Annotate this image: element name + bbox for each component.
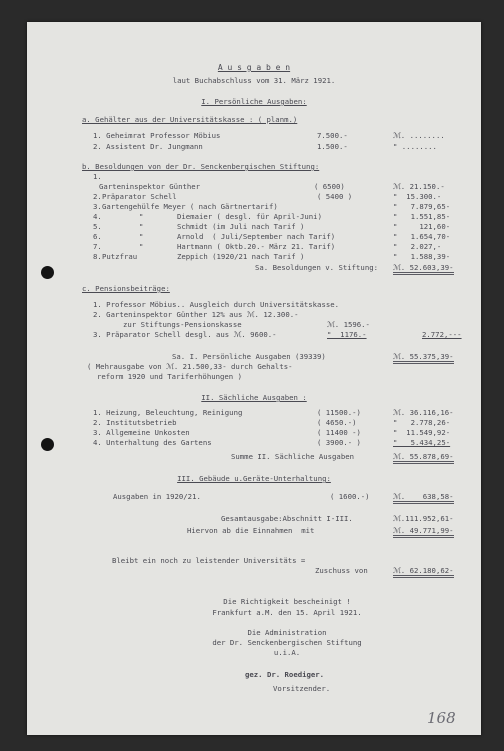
c-row-1: 1. Professor Möbius.. Ausgleich durch Universitätskasse.: [93, 300, 340, 309]
section1-heading: I. Persönliche Ausgaben:: [201, 97, 307, 106]
a-row-1-label: 1. Geheimrat Professor Möbius: [93, 131, 221, 140]
s2-row-2-label: 2. Institutsbetrieb: [93, 418, 177, 427]
b-row-8-num: 7.: [93, 242, 102, 251]
section1-c-heading: c. Pensionsbeiträge:: [82, 284, 170, 293]
zuschuss-line-2: Zuschuss von: [315, 566, 368, 575]
section2-sum-value: ℳ. 55.878,69-: [393, 452, 454, 464]
b-row-3-name: Präparator Schell: [102, 192, 177, 201]
zuschuss-line-1: Bleibt ein noch zu leistender Universitäts =: [112, 556, 306, 565]
b-row-6-total: " 121,60-: [393, 222, 451, 231]
c-amount-2: " 1176.-: [327, 330, 367, 339]
page-number: 168: [427, 709, 456, 727]
s2-row-3-label: 3. Allgemeine Unkosten: [93, 428, 190, 437]
b-row-9-num: 8.: [93, 252, 102, 261]
b-row-7-note: Arnold ( Juli/September nach Tarif): [177, 232, 336, 241]
s2-row-1-plan: ( 11500.-): [317, 408, 361, 417]
b-row-6-note: Schmidt (im Juli nach Tarif ): [177, 222, 305, 231]
b-row-2-name: Garteninspektor Günther: [99, 182, 201, 191]
b-row-8-note: Hartmann ( Oktb.20.- März 21. Tarif): [177, 242, 336, 251]
footer-signature: gez. Dr. Roediger.: [245, 670, 325, 679]
b-sum-value: ℳ. 52.603,39-: [393, 263, 454, 275]
b-row-9-name: Putzfrau: [102, 252, 138, 261]
c-total: 2.772,---: [422, 330, 462, 339]
b-row-7-name: ": [139, 232, 144, 241]
s2-row-4-total: " 5.434,25-: [393, 438, 451, 447]
section3-plan: ( 1600.-): [330, 492, 370, 501]
b-row-6-name: ": [139, 222, 144, 231]
b-row-5-num: 4.: [93, 212, 102, 221]
b-row-2-plan: ( 6500): [314, 182, 345, 191]
a-row-2-amount: 1.500.-: [317, 142, 348, 151]
footer-administration: Die Administration: [247, 628, 327, 637]
page-subtitle: laut Buchabschluss vom 31. März 1921.: [172, 76, 336, 85]
a-row-1-amount: 7.500.-: [317, 131, 348, 140]
gesamt-label: Gesamtausgabe:Abschnitt I-III.: [221, 514, 353, 523]
section2-heading: II. Sächliche Ausgaben :: [201, 393, 307, 402]
section1-note-1: ( Mehrausgabe von ℳ. 21.500,33- durch Gehalts-: [87, 362, 293, 371]
b-row-2-total: ℳ. 21.150.-: [393, 182, 445, 191]
punch-hole-top: [41, 266, 54, 279]
footer-foundation: der Dr. Senckenbergischen Stiftung: [212, 638, 362, 647]
b-row-3-total: " 15.300.-: [393, 192, 442, 201]
s2-row-4-plan: ( 3900.- ): [317, 438, 361, 447]
footer-uia: u.i.A.: [273, 648, 301, 657]
c-row-2: 2. Garteninspektor Günther 12% aus ℳ. 12.300.-: [93, 310, 299, 319]
section3-total: ℳ. 638,58-: [393, 492, 454, 504]
c-row-3: 3. Präparator Schell desgl. aus ℳ. 9600.-: [93, 330, 277, 339]
s2-row-1-label: 1. Heizung, Beleuchtung, Reinigung: [93, 408, 243, 417]
page-title: A u s g a b e n: [217, 63, 291, 72]
section1-sum-label: Sa. I. Persönliche Ausgaben (39339): [172, 352, 326, 361]
b-row-8-name: ": [139, 242, 144, 251]
b-row-4-num: 3.: [93, 202, 102, 211]
b-row-5-note: Diemaier ( desgl. für April-Juni): [177, 212, 322, 221]
s2-row-1-total: ℳ. 36.116,16-: [393, 408, 454, 417]
gesamt-value: ℳ.111.952,61-: [393, 514, 454, 523]
b-row-6-num: 5.: [93, 222, 102, 231]
document-page: [27, 22, 481, 735]
section3-heading: III. Gebäude u.Geräte-Unterhaltung:: [177, 474, 331, 483]
b-row-7-num: 6.: [93, 232, 102, 241]
b-sum-label: Sa. Besoldungen v. Stiftung:: [255, 263, 379, 272]
section1-a-heading: a. Gehälter aus der Universitätskasse : ( planm.): [82, 115, 298, 124]
b-row-7-total: " 1.654,70-: [393, 232, 451, 241]
b-row-9-total: " 1.588,39-: [393, 252, 451, 261]
a-row-1-total: ℳ. ........: [393, 131, 445, 140]
punch-hole-bottom: [41, 438, 54, 451]
section3-label: Ausgaben in 1920/21.: [113, 492, 201, 501]
c-amount-1: ℳ. 1596.-: [327, 320, 370, 329]
s2-row-2-total: " 2.778,26-: [393, 418, 451, 427]
s2-row-4-label: 4. Unterhaltung des Gartens: [93, 438, 212, 447]
s2-row-3-total: " 11.549,92-: [393, 428, 451, 437]
s2-row-3-plan: ( 11400 -): [317, 428, 361, 437]
b-row-8-total: " 2.027,-: [393, 242, 442, 251]
section1-sum-value: ℳ. 55.375,39-: [393, 352, 454, 364]
b-row-3-plan: ( 5400 ): [317, 192, 353, 201]
einnahmen-value: ℳ. 49.771,99-: [393, 526, 454, 538]
b-row-3-num: 2.: [93, 192, 102, 201]
zuschuss-value: ℳ. 62.180,62-: [393, 566, 454, 578]
b-row-1-num: 1.: [93, 172, 102, 181]
b-row-9-note: Zeppich (1920/21 nach Tarif ): [177, 252, 305, 261]
s2-row-2-plan: ( 4650.-): [317, 418, 357, 427]
footer-role: Vorsitzender.: [273, 684, 331, 693]
b-row-4-total: " 7.879,65-: [393, 202, 451, 211]
b-row-4-name: Gartengehülfe Meyer ( nach Gärtnertarif): [102, 202, 278, 211]
b-row-5-total: " 1.551,85-: [393, 212, 451, 221]
section2-sum-label: Summe II. Sächliche Ausgaben: [231, 452, 355, 461]
footer-certified: Die Richtigkeit bescheinigt !: [223, 597, 351, 606]
section1-note-2: reform 1920 und Tariferhöhungen ): [97, 372, 242, 381]
einnahmen-label: Hiervon ab die Einnahmen mit: [187, 526, 315, 535]
a-row-2-label: 2. Assistent Dr. Jungmann: [93, 142, 203, 151]
footer-place-date: Frankfurt a.M. den 15. April 1921.: [212, 608, 362, 617]
a-row-2-total: " ........: [393, 142, 437, 151]
b-row-5-name: ": [139, 212, 144, 221]
section1-b-heading: b. Besoldungen von der Dr. Senckenbergischen Stiftung:: [82, 162, 320, 171]
c-row-2b: zur Stiftungs-Pensionskasse: [123, 320, 242, 329]
